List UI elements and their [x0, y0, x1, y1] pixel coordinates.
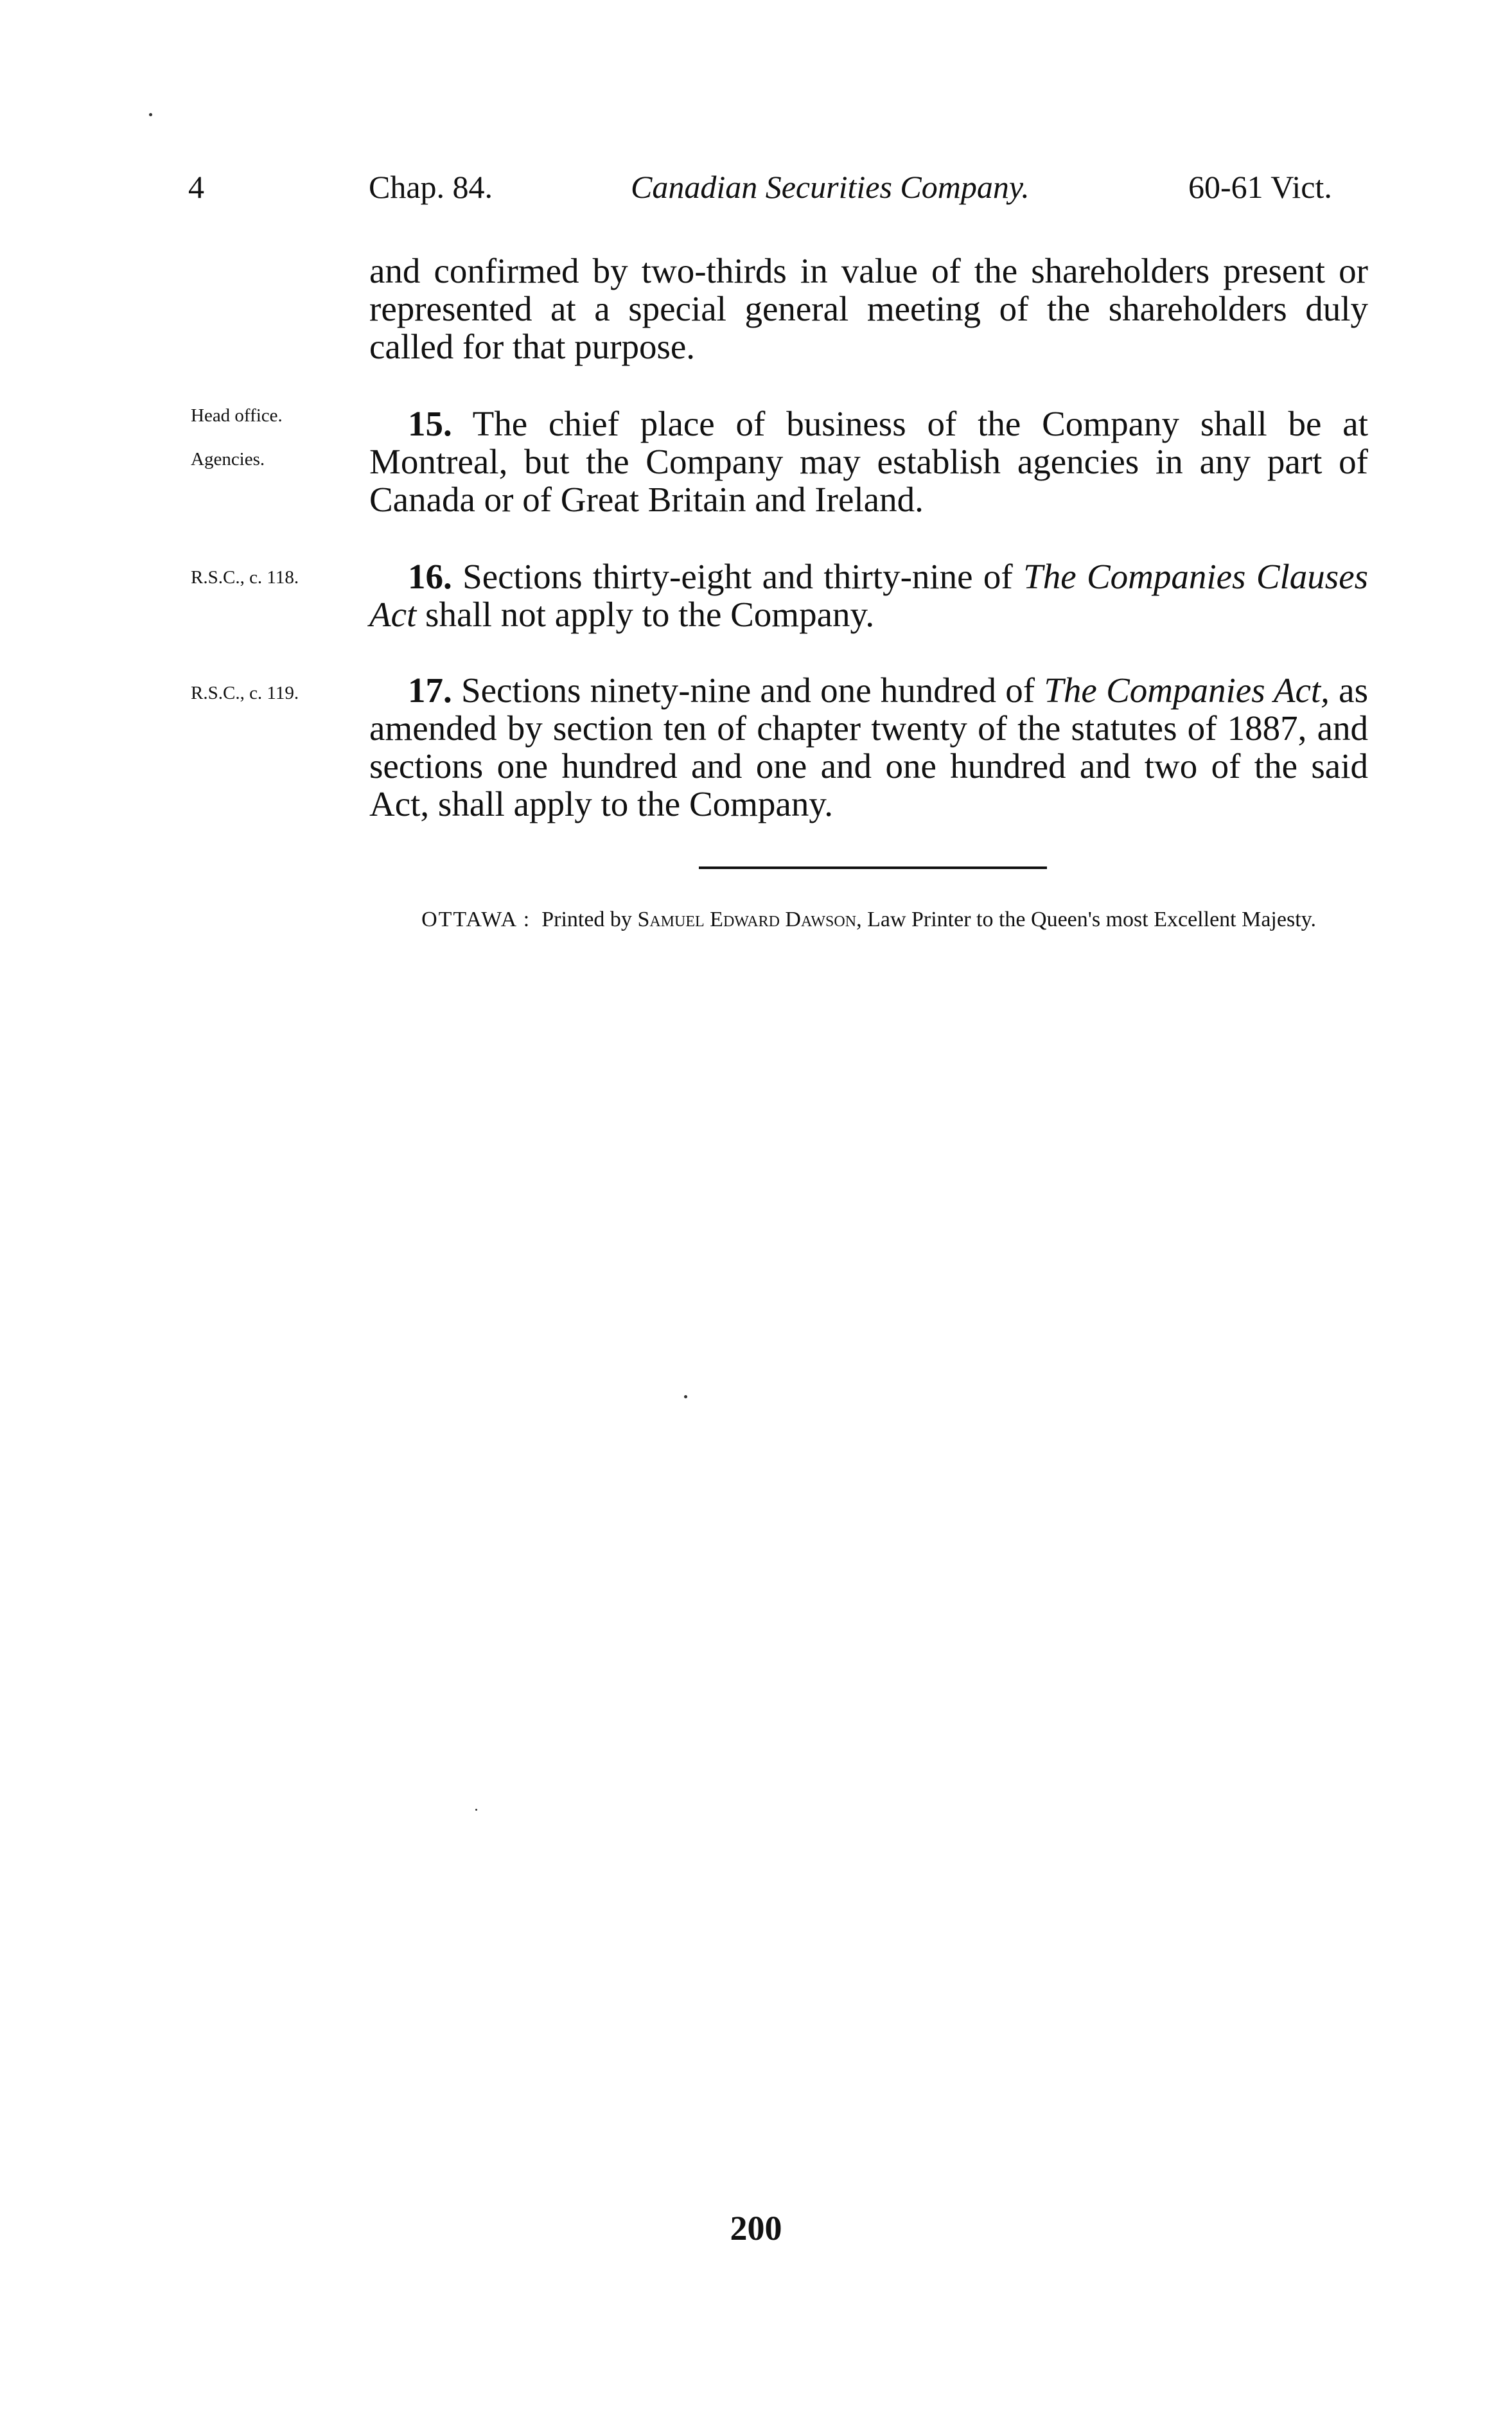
- imprint-printer-name: Samuel Edward Dawson: [637, 908, 857, 931]
- section-17: [369, 671, 1368, 823]
- folio-number: 200: [730, 2209, 782, 2247]
- regnal-year: 60-61 Vict.: [1188, 169, 1332, 205]
- imprint-printed-by: Printed by: [541, 908, 632, 931]
- section-number: 15.: [408, 404, 452, 443]
- margin-note-agencies: Agencies.: [191, 449, 265, 470]
- section-text-end: shall not apply to the Company.: [425, 595, 875, 634]
- divider-rule: [699, 866, 1047, 869]
- scan-speck: [475, 1809, 477, 1811]
- margin-note-head-office: Head office.: [191, 405, 283, 426]
- margin-note-rsc-119: R.S.C., c. 119.: [191, 683, 299, 703]
- continuation-paragraph: and confirmed by two-thirds in value of the shareholders present or represented at a special general meeting of the shareholders duly called for that purpose.: [369, 251, 1368, 366]
- section-text: Sections ninety-nine and one hundred of: [461, 671, 1035, 710]
- page-number: 4: [188, 169, 204, 205]
- section-number: 17.: [408, 671, 452, 710]
- imprint-rest: , Law Printer to the Queen's most Excellent Majesty.: [856, 908, 1316, 931]
- scan-speck: [149, 113, 152, 116]
- section-number: 16.: [408, 557, 452, 596]
- section-16: [369, 558, 1368, 633]
- act-title: Canadian Securities Company.: [631, 169, 1030, 205]
- running-header: [0, 168, 1512, 207]
- printer-imprint: [369, 907, 1368, 933]
- act-name: The Companies Clauses Act: [369, 557, 1369, 634]
- act-name: The Companies Act,: [1044, 671, 1330, 710]
- section-text: Sections thirty-eight and thirty-nine of: [462, 557, 1013, 596]
- scan-speck: [684, 1395, 687, 1398]
- chapter-label: Chap. 84.: [369, 169, 493, 205]
- section-text: The chief place of business of the Company shall be at Montreal, but the Company may establish agencies in any part of Canada or of Great Britain and Ireland.: [369, 404, 1368, 519]
- section-text-end: as amended by section ten of chapter twenty of the statutes of 1887, and sections one hundred and one and one hundred and two of the said Act, shall apply to the Company.: [369, 671, 1368, 823]
- section-15: [369, 405, 1368, 518]
- imprint-place: OTTAWA :: [421, 908, 531, 931]
- margin-note-rsc-118: R.S.C., c. 118.: [191, 567, 299, 588]
